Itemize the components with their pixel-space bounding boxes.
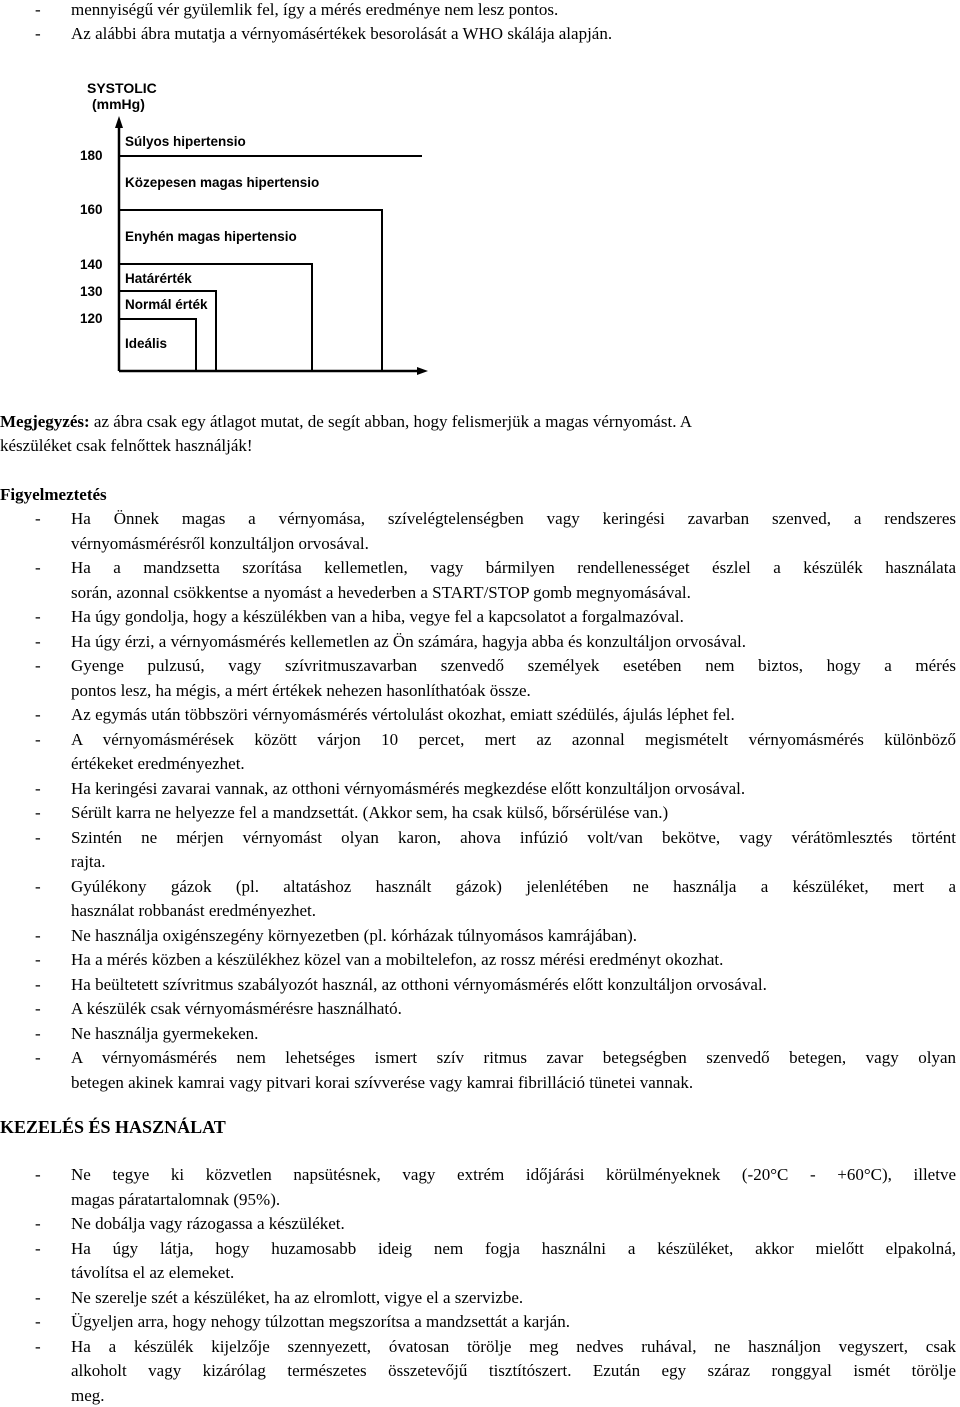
bullet-dash: - bbox=[35, 876, 41, 896]
list-item-line: A készülék csak vérnyomásmérésre használható. bbox=[71, 999, 402, 1018]
list-item-line: Ne tegye ki közvetlen napsütésnek, vagy extrém időjárási körülményeknek (-20°C - +60°C), illetve bbox=[71, 1165, 956, 1184]
category-label: Ideális bbox=[125, 336, 168, 351]
list-item-line: távolítsa el az elemeket. bbox=[71, 1263, 235, 1282]
bullet-dash: - bbox=[35, 950, 41, 969]
bullet-dash: - bbox=[35, 1023, 41, 1043]
list-item-line: meg. bbox=[71, 1385, 105, 1405]
blood-pressure-chart bbox=[76, 78, 436, 380]
list-item-line: A vérnyomásmérések között várjon 10 percet, mert az azonnal megismételt vérnyomásmérés különböző bbox=[71, 729, 956, 749]
list-item-line: során, azonnal csökkentse a nyomást a hevederben a START/STOP gomb megnyomásával. bbox=[71, 582, 691, 602]
bullet-dash: - bbox=[35, 778, 41, 798]
list-item-line: Ügyeljen arra, hogy nehogy túlzottan megszorítsa a mandzsettát a karján. bbox=[71, 1312, 570, 1331]
bullet-dash: - bbox=[35, 705, 41, 724]
bullet-dash: - bbox=[35, 1165, 41, 1184]
list-item-line: Gyenge pulzusú, vagy szívritmuszavarban szenvedő személyek esetében nem biztos, hogy a mérés bbox=[71, 656, 956, 675]
y-tick-label: 160 bbox=[80, 202, 103, 217]
list-item-line: Ha úgy érzi, a vérnyomásmérés kellemetlen az Ön számára, hagyja abba és konzultáljon orvosával. bbox=[71, 631, 747, 651]
bullet-dash: - bbox=[35, 925, 41, 945]
list-item-line: alkoholt vagy kizárólag természetes összetevőjű tisztítószert. Ezután egy száraz ronggyal ismét törölje bbox=[71, 1361, 956, 1380]
chart-title: SYSTOLIC bbox=[87, 80, 157, 96]
bullet-dash: - bbox=[35, 607, 41, 626]
bullet-dash: - bbox=[35, 1214, 41, 1233]
category-label: Határérték bbox=[125, 271, 192, 286]
bullet-dash: - bbox=[35, 1238, 41, 1258]
list-item-line: Ne dobálja vagy rázogassa a készüléket. bbox=[71, 1214, 345, 1233]
note-label: Megjegyzés: bbox=[0, 412, 90, 431]
category-label: Normál érték bbox=[125, 297, 208, 312]
list-item-line: Ha a mérés közben a készülékhez közel van a mobiltelefon, az rossz mérési eredményt okozhat. bbox=[71, 950, 724, 969]
bullet-dash: - bbox=[35, 1048, 41, 1067]
bullet-dash: - bbox=[35, 999, 41, 1018]
list-item-line: Sérült karra ne helyezze fel a mandzsettát. (Akkor sem, ha csak külső, bőrsérülése van.) bbox=[71, 803, 669, 822]
bullet-dash: - bbox=[35, 0, 41, 19]
list-item-line: Ne használja oxigénszegény környezetben (pl. kórházak túlnyomásos kamrájában). bbox=[71, 925, 637, 945]
list-item-line: Ha a készülék kijelzője szennyezett, óvatosan törölje meg nedves ruhával, ne használjon vegyszert, csak bbox=[71, 1336, 956, 1356]
list-item-line: értékeket eredményezhet. bbox=[71, 754, 245, 773]
list-item-line: Ha a mandzsetta szorítása kellemetlen, vagy bármilyen rendellenességet észlel a készülék használata bbox=[71, 558, 956, 577]
note-line-2: készüléket csak felnőttek használják! bbox=[0, 436, 253, 455]
bullet-dash: - bbox=[35, 1312, 41, 1331]
bullet-dash: - bbox=[35, 1287, 41, 1307]
category-label: Közepesen magas hipertensio bbox=[125, 175, 320, 190]
list-item-line: Az egymás után többszöri vérnyomásmérés vértolulást okozhat, emiatt szédülés, ájulás léphet fel. bbox=[71, 705, 735, 724]
y-tick-label: 140 bbox=[80, 257, 103, 272]
list-item-line: Ha Önnek magas a vérnyomása, szívelégtelenségben vagy keringési zavarban szenved, a rendszeres bbox=[71, 509, 956, 528]
category-label: Súlyos hipertensio bbox=[125, 134, 246, 149]
y-axis-arrow bbox=[115, 116, 123, 128]
y-tick-label: 180 bbox=[80, 148, 103, 163]
list-item-line: rajta. bbox=[71, 852, 106, 871]
x-axis-arrow bbox=[417, 367, 428, 375]
bullet-dash: - bbox=[35, 558, 41, 577]
note-text: az ábra csak egy átlagot mutat, de segít abban, hogy felismerjük a magas vérnyomást. A bbox=[93, 412, 693, 431]
intro-line-1: mennyiségű vér gyülemlik fel, így a mérés eredménye nem lesz pontos. bbox=[71, 0, 559, 19]
list-item-line: vérnyomásmérésről konzultáljon orvosával. bbox=[71, 533, 369, 553]
usage-heading: KEZELÉS ÉS HASZNÁLAT bbox=[0, 1117, 226, 1137]
bullet-dash: - bbox=[35, 24, 41, 43]
list-item-line: Ne használja gyermekeken. bbox=[71, 1023, 259, 1043]
list-item-line: pontos lesz, ha mégis, a mért értékek nehezen hasonlíthatóak össze. bbox=[71, 680, 531, 700]
bullet-dash: - bbox=[35, 631, 41, 651]
list-item-line: használat robbanást eredményezhet. bbox=[71, 901, 316, 920]
list-item-line: A vérnyomásmérés nem lehetséges ismert szív ritmus zavar betegségben szenvedő betegen, vagy olyan bbox=[71, 1048, 956, 1067]
chart-subtitle: (mmHg) bbox=[92, 96, 145, 112]
bullet-dash: - bbox=[35, 1336, 41, 1356]
bullet-dash: - bbox=[35, 656, 41, 675]
bullet-dash: - bbox=[35, 509, 41, 528]
note-line-1 bbox=[0, 412, 692, 432]
list-item-line: Ha úgy gondolja, hogy a készülékben van a hiba, vegye fel a kapcsolatot a forgalmazóval. bbox=[71, 607, 684, 626]
list-item-line: Szintén ne mérjen vérnyomást olyan karon, ahova infúzió volt/van bekötve, vagy vérátömlesztés történt bbox=[71, 827, 956, 847]
bullet-dash: - bbox=[35, 827, 41, 847]
list-item-line: Ha úgy látja, hogy huzamosabb ideig nem fogja használni a készüléket, akkor mielőtt elpakolná, bbox=[71, 1238, 956, 1258]
warning-heading: Figyelmeztetés bbox=[0, 485, 107, 504]
list-item-line: Gyúlékony gázok (pl. altatáshoz használt gázok) jelenlétében ne használja a készüléket, mert a bbox=[71, 876, 956, 896]
bullet-dash: - bbox=[35, 729, 41, 749]
list-item-line: magas páratartalomnak (95%). bbox=[71, 1189, 281, 1209]
category-label: Enyhén magas hipertensio bbox=[125, 229, 297, 244]
list-item-line: betegen akinek kamrai vagy pitvari korai szívverése vagy kamrai fibrilláció tünetei vannak. bbox=[71, 1072, 694, 1092]
bullet-dash: - bbox=[35, 803, 41, 822]
bullet-dash: - bbox=[35, 974, 41, 994]
y-tick-label: 130 bbox=[80, 284, 103, 299]
list-item-line: Ha keringési zavarai vannak, az otthoni vérnyomásmérés megkezdése előtt konzultáljon orvosával. bbox=[71, 778, 746, 798]
list-item-line: Ne szerelje szét a készüléket, ha az elromlott, vigye el a szervizbe. bbox=[71, 1287, 524, 1307]
intro-line-2: Az alábbi ábra mutatja a vérnyomásértékek besorolását a WHO skálája alapján. bbox=[71, 24, 613, 43]
y-tick-label: 120 bbox=[80, 311, 103, 326]
list-item-line: Ha beültetett szívritmus szabályozót használ, az otthoni vérnyomásmérés előtt konzultáljon orvosával. bbox=[71, 974, 767, 994]
